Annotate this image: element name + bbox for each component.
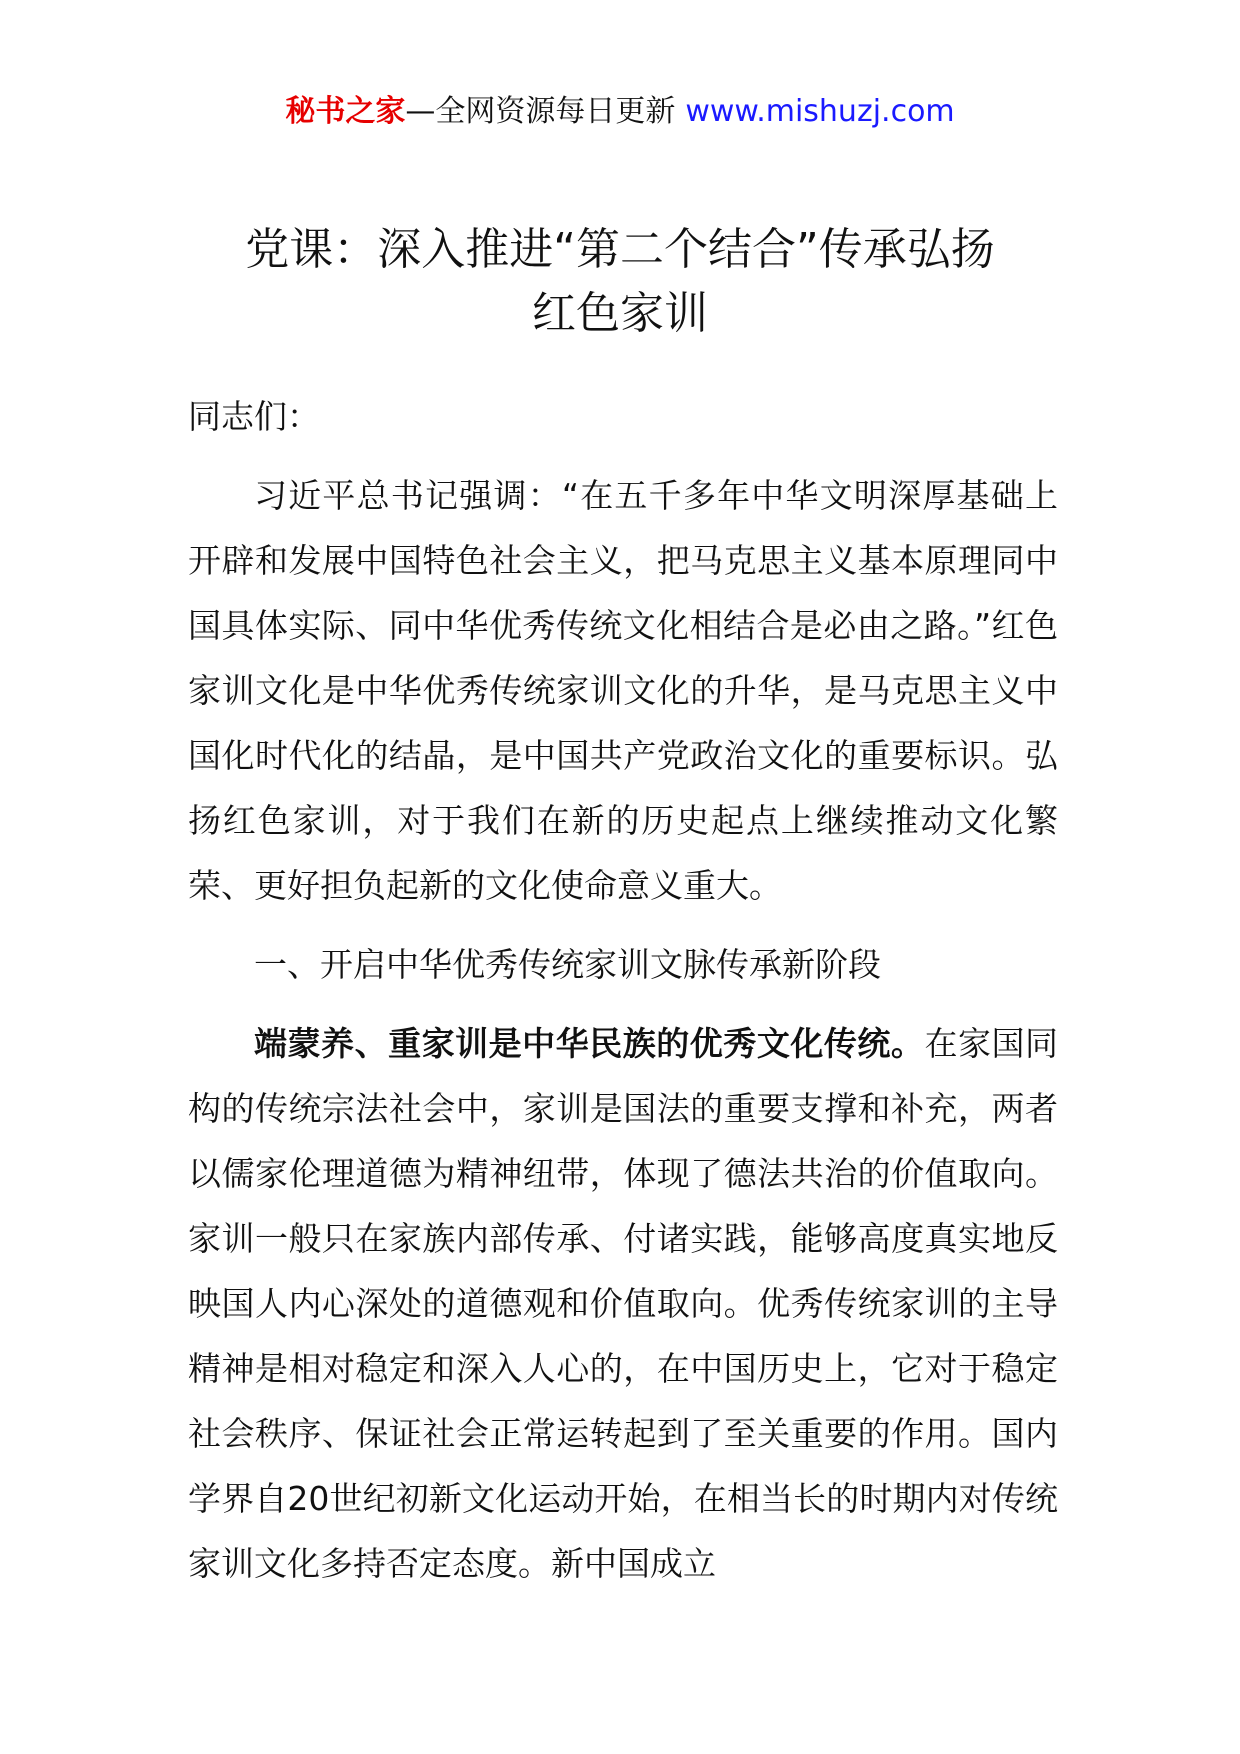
brand-name: 秘书之家: [285, 94, 406, 129]
paragraph-lead-sentence: 端蒙养、重家训是中华民族的优秀文化传统。: [254, 1024, 925, 1063]
header-tagline: —全网资源每日更新: [405, 94, 676, 129]
section-heading-1: 一、开启中华优秀传统家训文脉传承新阶段: [254, 945, 881, 984]
title-line-1: 党课：深入推进“第二个结合”传承弘扬: [245, 224, 995, 275]
title-line-2: 红色家训: [532, 288, 708, 339]
paragraph-section-1-text: 在家国同构的传统宗法社会中，家训是国法的重要支撑和补充，两者以儒家伦理道德为精神纽带，体现了德法共治的价值取向。家训一般只在家族内部传承、付诸实践，能够高度真实地反映国人内心深处的道德观和价值取向。优秀传统家训的主导精神是相对稳定和深入人心的，在中国历史上，它对于稳定社会秩序、保证社会正常运转起到了至关重要的作用。国内学界自20世纪初新文化运动开始，在相当长的时期内对传统家训文化多持否定态度。新中国成立: [188, 1024, 1059, 1583]
paragraph-section-1: [188, 1011, 1058, 1596]
site-header: [0, 92, 1240, 132]
salutation: 同志们：: [188, 397, 320, 436]
paragraph-intro: 习近平总书记强调：“在五千多年中华文明深厚基础上开辟和发展中国特色社会主义，把马克思主义基本原理同中国具体实际、同中华优秀传统文化相结合是必由之路。”红色家训文化是中华优秀传统家训文化的升华，是马克思主义中国化时代化的结晶，是中国共产党政治文化的重要标识。弘扬红色家训，对于我们在新的历史起点上继续推动文化繁荣、更好担负起新的文化使命意义重大。: [188, 476, 1058, 905]
document-title: [140, 218, 1100, 346]
document-body: [188, 384, 1058, 1596]
site-url-link[interactable]: www.mishuzj.com: [685, 94, 955, 129]
